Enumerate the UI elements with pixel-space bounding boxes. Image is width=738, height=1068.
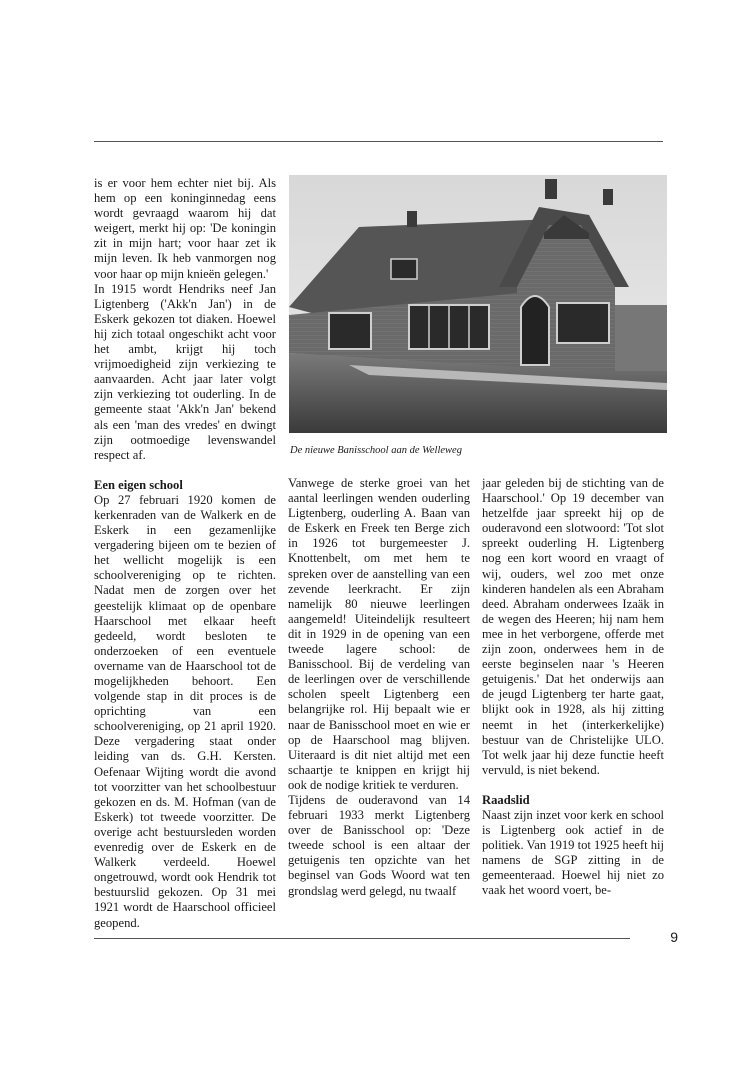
paragraph-eigen-school: Op 27 februari 1920 komen de kerkenraden van de Walkerk en de Eskerk in een gezamenlijke vergadering bijeen om te bezien of het wellicht mogelijk is een schoolvereniging op te richten. Nadat men de zorgen over het geestelijk klimaat op de openbare Haarschool met elkaar heeft gedeeld, wordt besloten te onderzoeken of een eventuele overname van de Haarschool tot de mogelijkheden behoort. Een volgende stap in dit proces is de oprichting van een schoolvereniging, op 21 april 1920. Deze vergadering staat onder leiding van ds. G.H. Kersten. Oefenaar Wijting wordt die avond tot voorzitter van het schoolbestuur gekozen en ds. M. Hofman (van de Eskerk) tot tweede voorzitter. De overige acht bestuursleden worden evenredig over de Eskerk en de Walkerk verdeeld. Hoewel ongetrouwd, wordt ook Hendrik tot bestuurslid gekozen. Op 31 mei 1921 wordt de Haarschool officieel geopend. <box>94 492 276 930</box>
column-left <box>94 176 276 931</box>
paragraph-banisschool: Vanwege de sterke groei van het aantal leerlingen wenden ouderling Ligtenberg, ouderling A. Baan van de Eskerk en Freek ten Berge zich in 1926 tot burgemeester J. Knottenbelt, om met hem te spreken over de aanstelling van een zevende leerkracht. Er zijn namelijk 80 nieuwe leerlingen aangemeld! Uiteindelijk resulteert dit in 1929 in de opening van een tweede lagere school: de Banisschool. Bij de verdeling van de leerlingen over de verschillende scholen speelt Ligtenberg een belangrijke rol. Hij bepaalt wie er naar de Banisschool moet en wie er op de Haarschool mag blijven. Uiteraard is dit niet altijd met een schaartje te knippen en krijgt hij ook de nodige kritiek te verduren. <box>288 476 470 792</box>
column-right <box>482 476 664 899</box>
paragraph-akkn-jan: In 1915 wordt Hendriks neef Jan Ligtenberg ('Akk'n Jan') in de Eskerk gekozen tot diaken. Hoewel hij zich totaal ongeschikt acht voor het ambt, krijgt hij toch vrijmoedigheid zijn verkiezing te aanvaarden. Acht jaar later volgt zijn verkiezing tot ouderling. In de gemeente staat 'Akk'n Jan' bekend als een 'man des vredes' en dwingt zijn ootmoedige levenswandel respect af. <box>94 281 276 462</box>
paragraph-haarschool: jaar geleden bij de stichting van de Haarschool.' Op 19 december van hetzelfde jaar spreekt hij op de ouderavond een slotwoord: 'Tot slot spreekt ouderling H. Ligtenberg nog een kort woord en vraagt of wij, ouders, wel zoo met onze kinderen handelen als een Abraham deed. Abraham onderwees Izaäk in de wegen des Heeren; hij nam hem mee in het verborgene, offerde met zijn zoon, onderwees hem in de eerste beginselen naar 's Heeren getuigenis.' Dat het onderwijs aan de jeugd Ligtenberg ter harte gaat, blijkt ook in 1928, als hij zitting neemt in het (interkerkelijke) bestuur van de Christelijke ULO. Tot welk jaar hij deze functie heeft vervuld, is niet bekend. <box>482 476 664 777</box>
column-middle <box>288 476 470 899</box>
bottom-rule <box>94 938 630 939</box>
top-rule <box>94 141 663 142</box>
paragraph-ouderavond: Tijdens de ouderavond van 14 februari 1933 merkt Ligtenberg over de Banisschool op: 'Deze tweede school is een altaar der getuigenis ten opzichte van het beginsel van Gods Woord wat ten grondslag werd gelegd, nu twaalf <box>288 792 470 898</box>
paragraph-koningin: is er voor hem echter niet bij. Als hem op een koninginnedag eens wordt gevraagd waarom hij dat weigert, merkt hij op: 'De koningin zit in mijn hart; voor haar zet ik mijn leven. Ik heb vanmorgen nog voor haar op mijn knieën gelegen.' <box>94 176 276 281</box>
page-number: 9 <box>670 929 678 945</box>
paragraph-raadslid: Naast zijn inzet voor kerk en school is Ligtenberg ook actief in de politiek. Van 1919 tot 1925 heeft hij namens de SGP zitting in de gemeenteraad. Hoewel hij niet zo vaak het woord voert, be- <box>482 807 665 898</box>
section-heading-eigen-school: Een eigen school <box>94 477 183 492</box>
photo-caption: De nieuwe Banisschool aan de Welleweg <box>290 445 462 456</box>
section-heading-raadslid: Raadslid <box>482 792 530 807</box>
school-building-photo <box>289 175 667 433</box>
